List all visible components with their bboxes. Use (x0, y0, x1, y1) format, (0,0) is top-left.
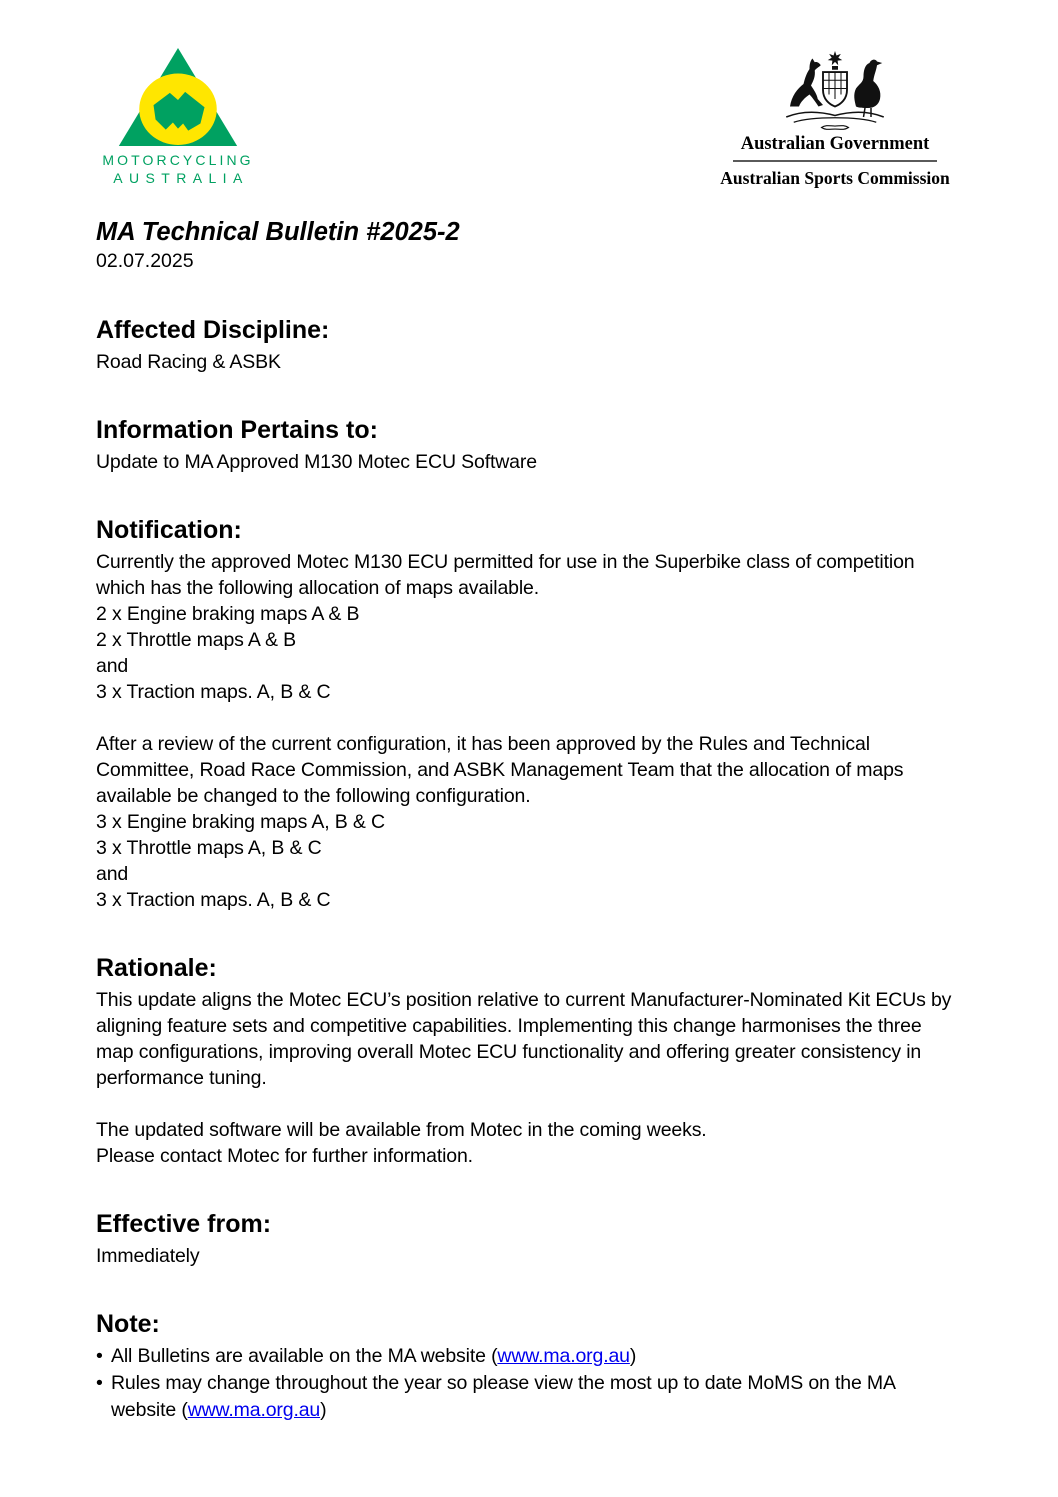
heading-effective-from: Effective from: (96, 1210, 272, 1238)
affected-discipline-body: Road Racing & ASBK (96, 351, 281, 373)
blank-line (96, 1091, 962, 1117)
note-bullet-2 (96, 1370, 962, 1424)
ma-triangle-icon (116, 46, 240, 148)
gov-logo-line1: Australian Government (740, 134, 930, 154)
map-list-item: 2 x Engine braking maps A & B (96, 603, 360, 625)
note-bullet-1-prefix: All Bulletins are available on the MA website ( (111, 1345, 498, 1367)
notification-paragraph-1: Currently the approved Motec M130 ECU permitted for use in the Superbike class of competition which has the following allocation of maps available. (96, 551, 915, 599)
document-content (0, 217, 1058, 1424)
ma-website-link[interactable]: www.ma.org.au (497, 1345, 630, 1367)
notification-paragraph-2: After a review of the current configuration, it has been approved by the Rules and Technical Committee, Road Race Commission, and ASBK Management Team that the allocation of maps available be changed to the following configuration. (96, 733, 904, 807)
note-bullet-2-prefix: Rules may change throughout the year so please view the most up to date MoMS on the MA website ( (111, 1372, 895, 1421)
page-header (0, 0, 1058, 189)
heading-affected-discipline: Affected Discipline: (96, 316, 330, 344)
map-list-item: 3 x Engine braking maps A, B & C (96, 811, 385, 833)
effective-from-body: Immediately (96, 1245, 200, 1267)
map-list-item: 3 x Throttle maps A, B & C (96, 837, 322, 859)
coat-of-arms-icon (760, 48, 910, 132)
heading-notification: Notification: (96, 516, 242, 544)
note-bullet-2-text (111, 1370, 962, 1424)
heading-rationale: Rationale: (96, 954, 217, 982)
ma-website-link[interactable]: www.ma.org.au (187, 1399, 321, 1421)
bullet-marker: • (96, 1372, 103, 1394)
note-bullet-1-suffix: ) (629, 1345, 637, 1367)
rationale-paragraph: This update aligns the Motec ECU’s position relative to current Manufacturer-Nominated Kit ECUs by aligning feature sets and competitive capabilities. Implementing this change harmonises the three map configurations, improving overall Motec ECU functionality and offering greater consistency in performance tuning. (96, 989, 952, 1089)
map-list-item: 3 x Traction maps. A, B & C (96, 681, 331, 703)
document-date: 02.07.2025 (96, 250, 194, 272)
rationale-line-2: Please contact Motec for further information. (96, 1145, 473, 1167)
ma-logo-word-australia: AUSTRALIA (113, 170, 249, 186)
blank-line (96, 705, 962, 731)
map-list-item: and (96, 863, 129, 885)
information-pertains-body: Update to MA Approved M130 Motec ECU Software (96, 451, 537, 473)
note-bullet-1 (96, 1343, 962, 1370)
map-list-item: and (96, 655, 129, 677)
bullet-marker: • (96, 1345, 103, 1367)
ma-logo-word-motorcycling: MOTORCYCLING (102, 152, 254, 168)
document-title: MA Technical Bulletin #2025-2 (96, 218, 460, 246)
rationale-line-1: The updated software will be available from Motec in the coming weeks. (96, 1119, 707, 1141)
heading-note: Note: (96, 1310, 160, 1338)
australian-government-logo (720, 48, 950, 189)
map-list-item: 2 x Throttle maps A & B (96, 629, 296, 651)
note-bullet-2-suffix: ) (320, 1399, 327, 1421)
motorcycling-australia-logo (102, 46, 254, 186)
gov-logo-line2: Australian Sports Commission (720, 168, 950, 188)
heading-information-pertains: Information Pertains to: (96, 416, 378, 444)
gov-logo-divider (733, 160, 937, 162)
map-list-item: 3 x Traction maps. A, B & C (96, 889, 331, 911)
note-bullet-1-text (111, 1343, 636, 1370)
